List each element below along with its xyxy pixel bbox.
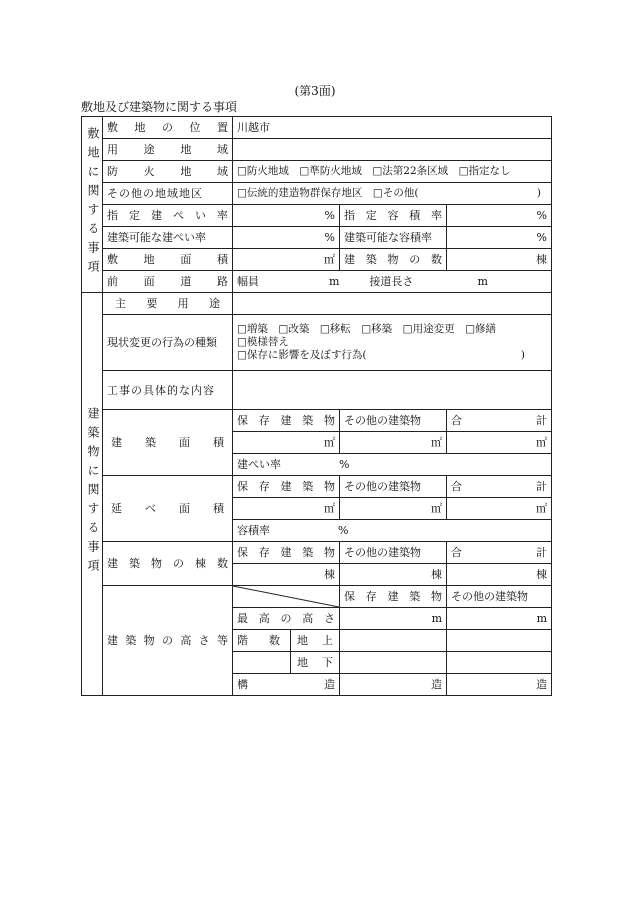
building-count-value[interactable]: 棟 — [447, 249, 552, 271]
floors-below-cell — [233, 652, 340, 674]
section-title: 敷地及び建築物に関する事項 — [81, 100, 238, 114]
floors-below-preserved[interactable] — [340, 652, 447, 674]
fa-far-label: 容積率 — [237, 524, 270, 537]
structure-other-value[interactable]: 造 — [447, 674, 552, 696]
max-height-label: 最 高 の 高 さ — [233, 608, 340, 630]
floors-above-preserved[interactable] — [340, 630, 447, 652]
ba-bcr-label: 建ぺい率 — [237, 458, 281, 471]
building-area-label: 建 築 面 積 — [103, 410, 233, 476]
ba-bcr-unit: % — [339, 458, 350, 471]
fa-total-header: 合 計 — [447, 476, 552, 498]
fa-total-value[interactable]: ㎡ — [447, 498, 552, 520]
site-area-label: 敷 地 面 積 — [103, 249, 233, 271]
max-height-preserved-value[interactable]: m — [340, 608, 447, 630]
possible-far-value[interactable]: % — [447, 227, 552, 249]
far-value[interactable]: % — [447, 205, 552, 227]
floors-above-other[interactable] — [447, 630, 552, 652]
count-other-header: その他の建築物 — [340, 542, 447, 564]
ba-total-header: 合 計 — [447, 410, 552, 432]
height-group-label: 建 築 物 の 高 さ 等 — [103, 586, 233, 696]
change-close: ) — [520, 349, 525, 361]
site-building-form — [81, 116, 552, 696]
possible-far-label: 建築可能な容積率 — [340, 227, 447, 249]
possible-bcr-label: 建築可能な建ぺい率 — [103, 227, 233, 249]
structure-preserved-value[interactable]: 造 — [340, 674, 447, 696]
count-preserved-value[interactable]: 棟 — [233, 564, 340, 586]
floors-below-other[interactable] — [447, 652, 552, 674]
max-height-other-value[interactable]: m — [447, 608, 552, 630]
road-contact-label: 接道長さ — [369, 275, 414, 288]
below-label: 地 下 — [290, 652, 339, 673]
fa-far-row[interactable] — [233, 520, 552, 542]
main-use-label: 主 要 用 途 — [103, 293, 233, 315]
fa-preserved-header: 保 存 建 築 物 — [233, 476, 340, 498]
other-district-checkbox[interactable]: □その他( — [372, 187, 419, 199]
main-use-value[interactable] — [233, 293, 552, 315]
possible-bcr-value[interactable]: % — [233, 227, 340, 249]
road-contact-unit: m — [477, 275, 488, 288]
ba-preserved-value[interactable]: ㎡ — [233, 432, 340, 454]
change-line3[interactable]: □保存に影響を及ぼす行為( — [237, 349, 367, 361]
road-label: 前 面 道 路 — [103, 271, 233, 293]
change-options[interactable] — [233, 315, 552, 371]
location-value[interactable]: 川越市 — [233, 117, 552, 139]
count-label: 建 築 物 の 棟 数 — [103, 542, 233, 586]
floor-area-label: 延 べ 面 積 — [103, 476, 233, 542]
other-zone-close: ) — [536, 187, 541, 199]
road-width-label: 幅員 — [237, 275, 259, 288]
h-preserved-header: 保 存 建 築 物 — [340, 586, 447, 608]
work-value[interactable] — [233, 371, 552, 410]
ba-preserved-header: 保 存 建 築 物 — [233, 410, 340, 432]
above-label: 地 上 — [290, 630, 339, 651]
other-zone-label: その他の地域地区 — [103, 183, 233, 205]
page-label: (第3面) — [294, 84, 336, 98]
road-value[interactable] — [233, 271, 552, 293]
count-total-header: 合 計 — [447, 542, 552, 564]
site-group-label: 敷地に関する事項 — [82, 117, 103, 293]
count-preserved-header: 保 存 建 築 物 — [233, 542, 340, 564]
diagonal-header-cell — [233, 586, 340, 608]
change-line1[interactable]: □増築 □改築 □移転 □移築 □用途変更 □修繕 — [237, 323, 497, 335]
work-label: 工事の具体的な内容 — [103, 371, 233, 410]
structure-label: 構 造 — [233, 674, 340, 696]
bcr-value[interactable]: % — [233, 205, 340, 227]
change-label: 現状変更の行為の種類 — [103, 315, 233, 371]
road-width-unit: m — [329, 275, 340, 288]
change-line2[interactable]: □模様替え — [237, 336, 289, 348]
use-zone-label: 用 途 地 域 — [103, 139, 233, 161]
fire-zone-options[interactable]: □防火地域 □準防火地域 □法第22条区域 □指定なし — [233, 161, 552, 183]
diagonal-line — [233, 586, 339, 607]
building-count-label: 建 築 物 の 数 — [340, 249, 447, 271]
traditional-district-checkbox[interactable]: □伝統的建造物群保存地区 — [237, 187, 363, 199]
ba-other-header: その他の建築物 — [340, 410, 447, 432]
fa-preserved-value[interactable]: ㎡ — [233, 498, 340, 520]
far-label: 指 定 容 積 率 — [340, 205, 447, 227]
fire-zone-label: 防 火 地 域 — [103, 161, 233, 183]
other-zone-options[interactable] — [233, 183, 552, 205]
building-group-label: 建築物に関する事項 — [82, 293, 103, 696]
location-label: 敷 地 の 位 置 — [103, 117, 233, 139]
count-total-value[interactable]: 棟 — [447, 564, 552, 586]
ba-total-value[interactable]: ㎡ — [447, 432, 552, 454]
bcr-label: 指 定 建 ぺ い 率 — [103, 205, 233, 227]
site-area-value[interactable]: ㎡ — [233, 249, 340, 271]
use-zone-value[interactable] — [233, 139, 552, 161]
ba-other-value[interactable]: ㎡ — [340, 432, 447, 454]
floors-cell — [233, 630, 340, 652]
fa-far-unit: % — [338, 524, 349, 537]
floors-label: 階 数 — [237, 634, 280, 647]
fa-other-value[interactable]: ㎡ — [340, 498, 447, 520]
ba-bcr-row[interactable] — [233, 454, 552, 476]
fa-other-header: その他の建築物 — [340, 476, 447, 498]
h-other-header: その他の建築物 — [447, 586, 552, 608]
count-other-value[interactable]: 棟 — [340, 564, 447, 586]
